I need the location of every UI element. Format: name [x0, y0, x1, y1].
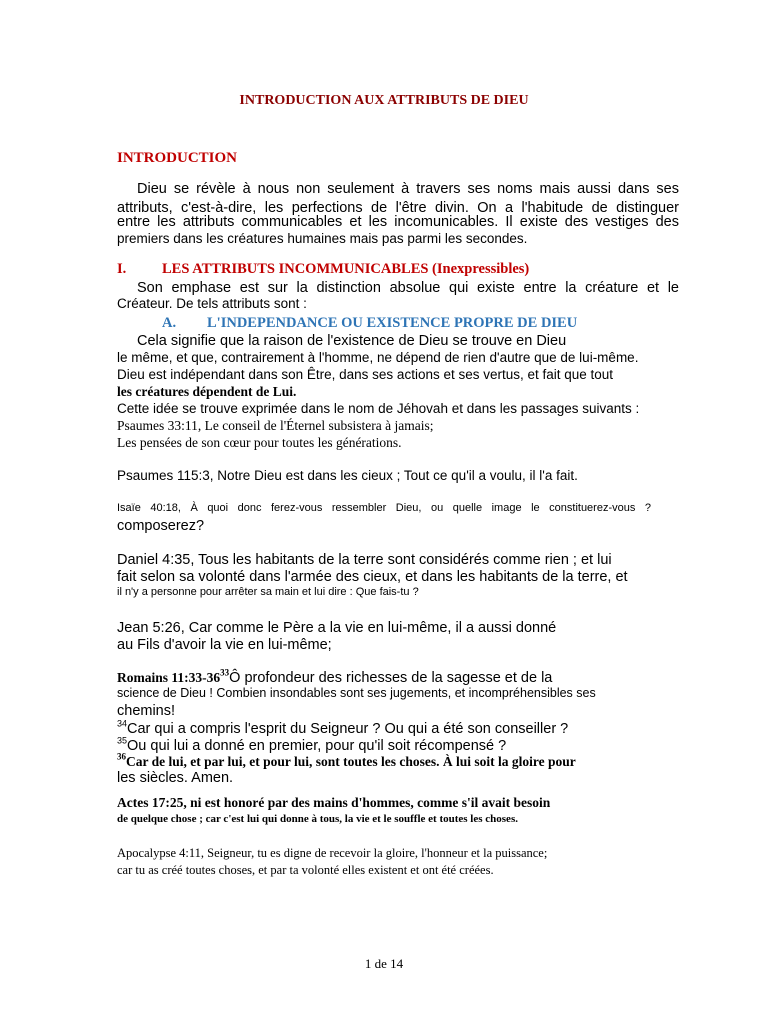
daniel-4-line-3: il n'y a personne pour arrêter sa main et lui dire : Que fais-tu ?	[117, 586, 419, 598]
section-a-heading	[162, 315, 577, 332]
romains-11-line-4	[117, 720, 568, 738]
jean-5-line-2: au Fils d'avoir la vie en lui-même;	[117, 637, 332, 653]
isaie-40-line-2: composerez?	[117, 518, 205, 534]
section-a-line-5: Cette idée se trouve exprimée dans le nom de Jéhovah et dans les passages suivants :	[117, 401, 640, 416]
verse-number-34: 34	[117, 718, 128, 729]
section-1-number: I.	[117, 261, 127, 277]
psaumes-33-line-2: Les pensées de son cœur pour toutes les générations.	[117, 435, 402, 450]
verse-number-33: 33	[220, 667, 230, 678]
romains-11-text-4: Car qui a compris l'esprit du Seigneur ? Ou qui a été son conseiller ?	[127, 721, 569, 737]
section-a-line-4: les créatures dépendent de Lui.	[117, 384, 297, 399]
section-a-title: L'INDEPENDANCE OU EXISTENCE PROPRE DE DIEU	[207, 315, 578, 331]
psaumes-115: Psaumes 115:3, Notre Dieu est dans les cieux ; Tout ce qu'il a voulu, il l'a fait.	[117, 468, 578, 483]
actes-17-line-2: de quelque chose ; car c'est lui qui donne à tous, la vie et le souffle et toutes les choses.	[117, 813, 518, 825]
jean-5-line-1: Jean 5:26, Car comme le Père a la vie en lui-même, il a aussi donné	[117, 620, 557, 636]
section-1-title: LES ATTRIBUTS INCOMMUNICABLES (Inexpressibles)	[162, 261, 530, 277]
intro-line-3: entre les attributs communicables et les incomunicables. Il existe des vestiges des	[117, 214, 679, 230]
romains-11-line-1	[117, 669, 552, 687]
section-1-heading	[117, 261, 529, 278]
page-number: 1 de 14	[364, 956, 404, 971]
intro-line-4: premiers dans les créatures humaines mais pas parmi les secondes.	[117, 231, 528, 246]
intro-heading: INTRODUCTION	[117, 150, 238, 166]
isaie-40-line-1: Isaïe 40:18, À quoi donc ferez-vous ressembler Dieu, ou quelle image le constituerez-vous ?	[117, 502, 651, 514]
intro-line-2: attributs, c'est-à-dire, les perfections de l'être divin. On a l'habitude de distinguer	[117, 200, 679, 216]
romains-11-line-3: chemins!	[117, 703, 176, 719]
daniel-4-line-2: fait selon sa volonté dans l'armée des cieux, et dans les habitants de la terre, et	[117, 569, 628, 585]
verse-number-35: 35	[117, 735, 128, 746]
romains-11-text-5: Ou qui lui a donné en premier, pour qu'il soit récompensé ?	[127, 738, 507, 754]
romains-11-line-7: les siècles. Amen.	[117, 770, 234, 786]
romains-11-line-2: science de Dieu ! Combien insondables sont ses jugements, et incompréhensibles ses	[117, 686, 596, 700]
document-title: INTRODUCTION AUX ATTRIBUTS DE DIEU	[239, 93, 529, 108]
romains-11-text-1: Ô profondeur des richesses de la sagesse et de la	[229, 670, 553, 686]
section-a-line-1: Cela signifie que la raison de l'existence de Dieu se trouve en Dieu	[137, 333, 567, 349]
section-a-number: A.	[162, 315, 177, 331]
section-a-line-3: Dieu est indépendant dans son Être, dans ses actions et ses vertus, et fait que tout	[117, 367, 614, 382]
intro-line-1: Dieu se révèle à nous non seulement à travers ses noms mais aussi dans ses	[137, 181, 679, 197]
actes-17-line-1: Actes 17:25, ni est honoré par des mains d'hommes, comme s'il avait besoin	[117, 795, 551, 810]
romains-11-line-6	[117, 753, 576, 771]
daniel-4-line-1: Daniel 4:35, Tous les habitants de la terre sont considérés comme rien ; et lui	[117, 552, 612, 568]
verse-number-36: 36	[117, 751, 126, 762]
psaumes-33-line-1: Psaumes 33:11, Le conseil de l'Éternel subsistera à jamais;	[117, 418, 434, 433]
apocalypse-4-line-1: Apocalypse 4:11, Seigneur, tu es digne de recevoir la gloire, l'honneur et la puissance;	[117, 846, 548, 860]
romains-11-reference: Romains 11:33-36	[117, 670, 221, 685]
romains-11-text-6: Car de lui, et par lui, et pour lui, sont toutes les choses. À lui soit la gloire pour	[126, 754, 576, 769]
apocalypse-4-line-2: car tu as créé toutes choses, et par ta volonté elles existent et ont été créées.	[117, 863, 494, 877]
section-a-line-2: le même, et que, contrairement à l'homme, ne dépend de rien d'autre que de lui-même.	[117, 350, 639, 365]
section-1-line-2: Créateur. De tels attributs sont :	[117, 296, 307, 311]
section-1-line-1: Son emphase est sur la distinction absolue qui existe entre la créature et le	[137, 280, 679, 296]
